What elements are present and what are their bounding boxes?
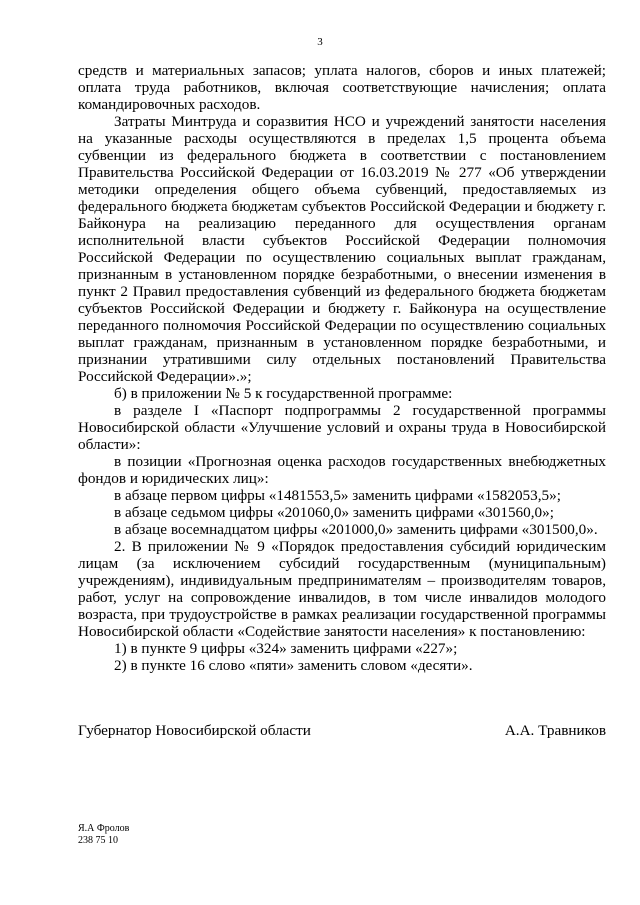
paragraph: в разделе I «Паспорт подпрограммы 2 государственной программы Новосибирской области «Улучшение условий и охраны труда в Новосибирской области»:: [78, 402, 606, 453]
paragraph: 1) в пункте 9 цифры «324» заменить цифрами «227»;: [114, 640, 458, 657]
paragraph: в абзаце восемнадцатом цифры «201000,0» заменить цифрами «301500,0».: [114, 521, 598, 538]
page-number: 3: [317, 36, 323, 48]
document-body: [78, 62, 606, 674]
paragraph: 2) в пункте 16 слово «пяти» заменить словом «десяти».: [114, 657, 473, 674]
paragraph: в абзаце первом цифры «1481553,5» заменить цифрами «1582053,5»;: [114, 487, 561, 504]
signatory-name: А.А. Травников: [504, 722, 606, 739]
paragraph: средств и материальных запасов; уплата налогов, сборов и иных платежей; оплата труда работников, включая соответствующие начисления; оплата командировочных расходов.: [78, 62, 606, 113]
paragraph: 2. В приложении № 9 «Порядок предоставления субсидий юридическим лицам (за исключением субсидий государственным (муниципальным) учреждениям), индивидуальным предпринимателям – производителям товаров, работ, услуг на сопровождение инвалидов, в том числе инвалидов молодого возраста, при трудоустройстве в рамках реализации государственной программы Новосибирской области «Содействие занятости населения» к постановлению:: [78, 538, 606, 640]
signatory-title: Губернатор Новосибирской области: [78, 722, 311, 739]
signature-block: [78, 722, 606, 740]
executor-name: Я.А Фролов: [78, 823, 130, 834]
executor-phone: 238 75 10: [78, 835, 118, 846]
executor-info: [78, 823, 129, 847]
paragraph: б) в приложении № 5 к государственной программе:: [114, 385, 453, 402]
paragraph: Затраты Минтруда и соразвития НСО и учреждений занятости населения на указанные расходы осуществляются в пределах 1,5 процента объема субвенции из федерального бюджета в соответствии с постановлением Правительства Российской Федерации от 16.03.2019 № 277 «Об утверждении методики определения общего объема субвенций, предоставляемых из федерального бюджета бюджетам субъектов Российской Федерации и бюджету г. Байконура на реализацию переданного для осуществления органам исполнительной власти субъектов Российской Федерации полномочия Российской Федерации по осуществлению социальных выплат гражданам, признанным в установленном порядке безработными, о внесении изменения в пункт 2 Правил предоставления субвенций из федерального бюджета бюджетам субъектов Российской Федерации и бюджету г. Байконура на осуществление переданного полномочия Российской Федерации по осуществлению социальных выплат гражданам, признанным в установленном порядке безработными, и признании утратившими силу отдельных постановлений Правительства Российской Федерации».»;: [78, 113, 606, 385]
paragraph: в абзаце седьмом цифры «201060,0» заменить цифрами «301560,0»;: [114, 504, 554, 521]
paragraph: в позиции «Прогнозная оценка расходов государственных внебюджетных фондов и юридических лиц»:: [78, 453, 606, 487]
